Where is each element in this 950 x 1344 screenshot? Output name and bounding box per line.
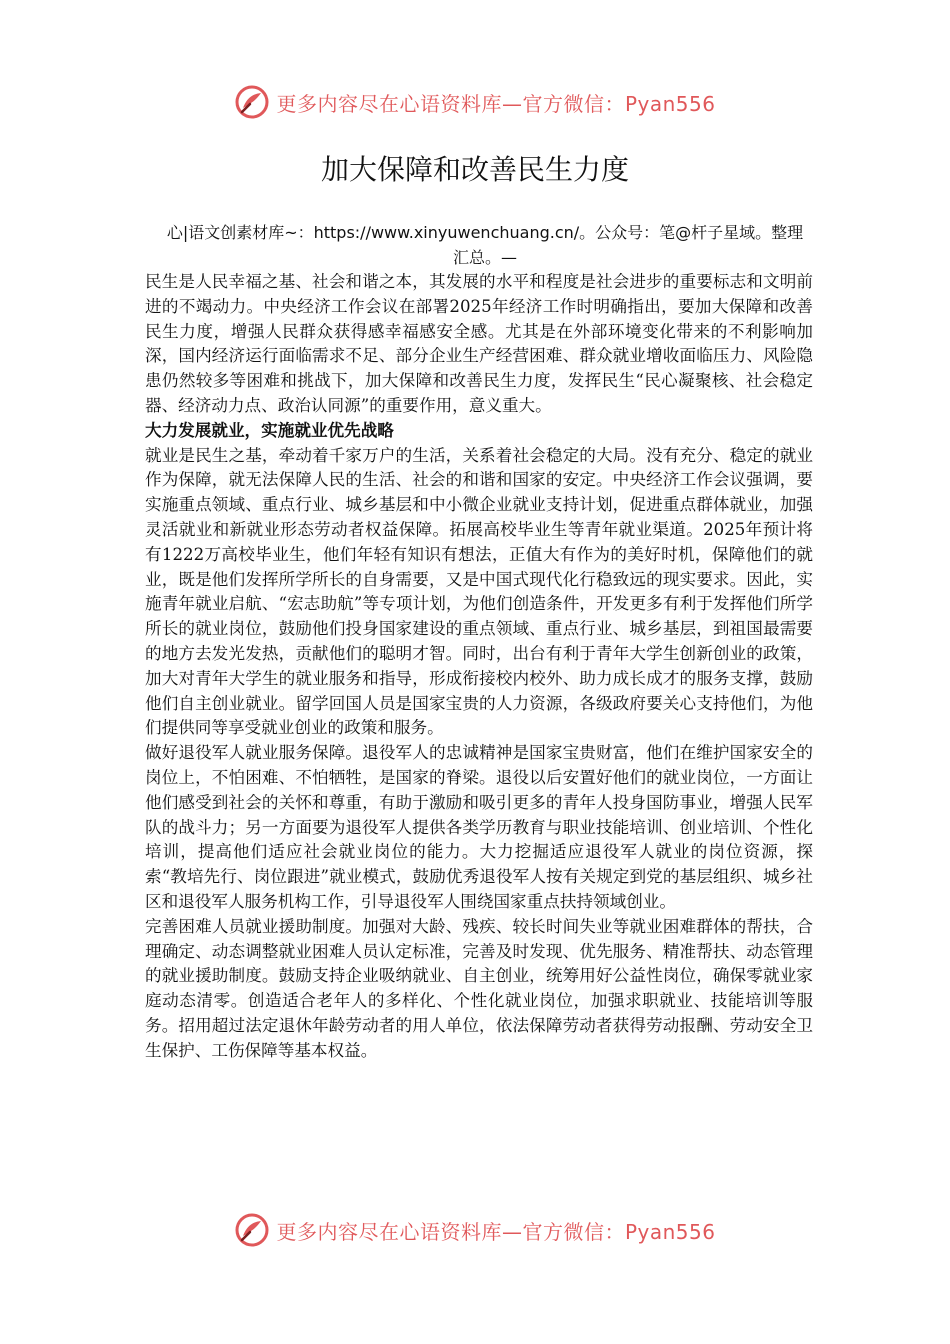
- banner-text: 更多内容尽在心语资料库—官方微信：Pyan556: [276, 1219, 716, 1244]
- footer-banner: [0, 1210, 950, 1250]
- section-heading: 大力发展就业，实施就业优先战略: [145, 420, 394, 440]
- page-title: 加大保障和改善民生力度: [320, 153, 629, 186]
- source-line: 心|语文创素材库~：https://www.xinyuwenchuang.cn/。公众号：笔@杆子星域。整理汇总。—: [166, 223, 804, 267]
- section-paragraph-veterans: 做好退役军人就业服务保障。退役军人的忠诚精神是国家宝贵财富，他们在维护国家安全的岗位上，不怕困难、不怕牺牲，是国家的脊梁。退役以后安置好他们的就业岗位，一方面让他们感受到社会的关怀和尊重，有助于激励和吸引更多的青年人投身国防事业，增强人民军队的战斗力；另一方面要为退役军人提供各类学历教育与职业技能培训、创业培训、个性化培训，提高他们适应社会就业岗位的能力。大力挖掘适应退役军人就业的岗位资源，探索“教培先行、岗位跟进”就业模式，鼓励优秀退役军人按有关规定到党的基层组织、城乡社区和退役军人服务机构工作，引导退役军人围绕国家重点扶持领域创业。: [145, 743, 813, 911]
- section-paragraph-assistance: 完善困难人员就业援助制度。加强对大龄、残疾、较长时间失业等就业困难群体的帮扶，合理确定、动态调整就业困难人员认定标准，完善及时发现、优先服务、精准帮扶、动态管理的就业援助制度。鼓励支持企业吸纳就业、自主创业，统筹用好公益性岗位，确保零就业家庭动态清零。创造适合老年人的多样化、个性化就业岗位，加强求职就业、技能培训等服务。招用超过法定退休年龄劳动者的用人单位，依法保障劳动者获得劳动报酬、劳动安全卫生保护、工伤保障等基本权益。: [145, 916, 813, 1060]
- header-banner: [0, 82, 950, 122]
- banner-text: 更多内容尽在心语资料库—官方微信：Pyan556: [276, 91, 716, 116]
- section-paragraph-employment: 就业是民生之基，牵动着千家万户的生活，关系着社会稳定的大局。没有充分、稳定的就业作为保障，就无法保障人民的生活、社会的和谐和国家的安定。中央经济工作会议强调，要实施重点领域、重点行业、城乡基层和中小微企业就业支持计划，促进重点群体就业，加强灵活就业和新就业形态劳动者权益保障。拓展高校毕业生等青年就业渠道。2025年预计将有1222万高校毕业生，他们年轻有知识有想法，正值大有作为的美好时机，保障他们的就业，既是他们发挥所学所长的自身需要，又是中国式现代化行稳致远的现实要求。因此，实施青年就业启航、“宏志助航”等专项计划，为他们创造条件，开发更多有利于发挥他们所学所长的就业岗位，鼓励他们投身国家建设的重点领域、重点行业、城乡基层，到祖国最需要的地方去发光发热，贡献他们的聪明才智。同时，出台有利于青年大学生创新创业的政策，加大对青年大学生的就业服务和指导，形成衔接校内校外、助力成长成才的服务支撑，鼓励他们自主创业就业。留学回国人员是国家宝贵的人力资源，各级政府要关心支持他们，为他们提供同等享受就业创业的政策和服务。: [145, 445, 813, 738]
- xinyu-logo-icon: [234, 84, 270, 120]
- xinyu-logo-icon: [234, 1212, 270, 1248]
- article-body: [145, 270, 813, 1064]
- intro-paragraph: 民生是人民幸福之基、社会和谐之本，其发展的水平和程度是社会进步的重要标志和文明前进的不竭动力。中央经济工作会议在部署2025年经济工作时明确指出，要加大保障和改善民生力度，增强人民群众获得感幸福感安全感。尤其是在外部环境变化带来的不利影响加深，国内经济运行面临需求不足、部分企业生产经营困难、群众就业增收面临压力、风险隐患仍然较多等困难和挑战下，加大保障和改善民生力度，发挥民生“民心凝聚核、社会稳定器、经济动力点、政治认同源”的重要作用，意义重大。: [145, 272, 813, 415]
